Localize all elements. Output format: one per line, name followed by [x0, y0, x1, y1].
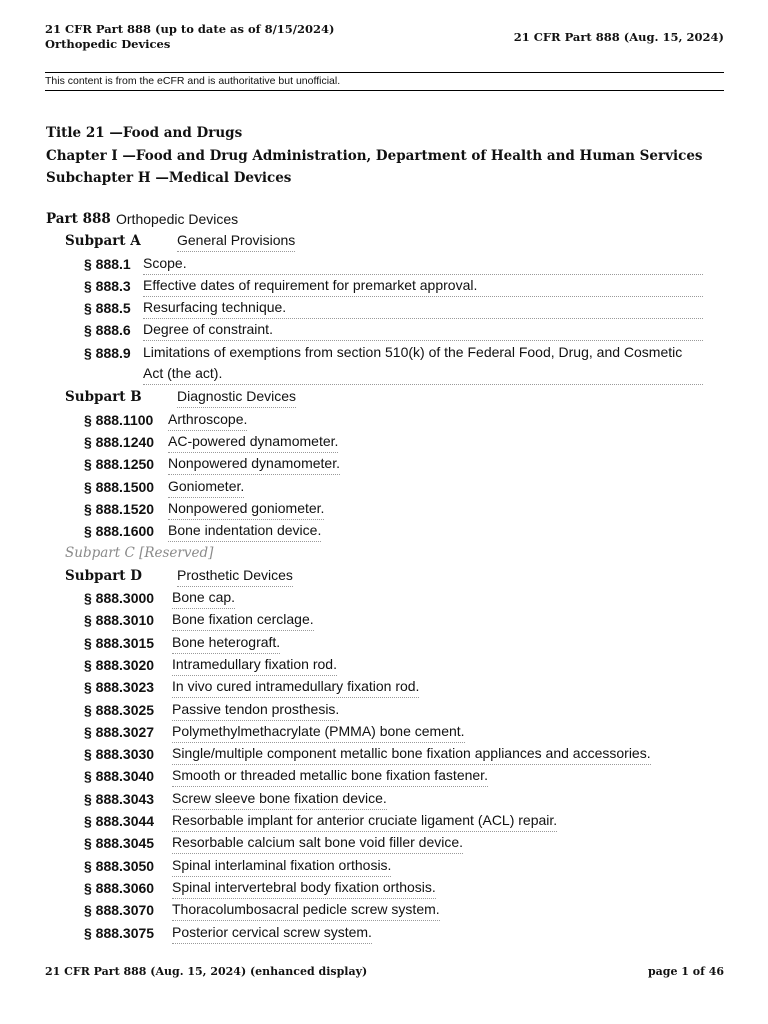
- section-number: § 888.6: [84, 322, 131, 339]
- section-link[interactable]: Bone heterograft.: [172, 632, 280, 654]
- subpart-c-row: [46, 542, 736, 564]
- part-row: [46, 208, 736, 230]
- section-link[interactable]: Polymethylmethacrylate (PMMA) bone cement.: [172, 721, 465, 743]
- section-number: § 888.3060: [84, 879, 155, 896]
- header-right-citation: 21 CFR Part 888 (Aug. 15, 2024): [513, 30, 724, 44]
- section-number: § 888.3010: [84, 612, 155, 629]
- section-number: § 888.3023: [84, 679, 155, 696]
- section-number: § 888.3050: [84, 857, 155, 874]
- section-number: § 888.3000: [84, 590, 155, 607]
- section-row[interactable]: [46, 743, 736, 765]
- header-left: [45, 22, 334, 52]
- section-row[interactable]: [46, 810, 736, 832]
- section-link[interactable]: Smooth or threaded metallic bone fixation fastener.: [172, 765, 488, 787]
- section-row[interactable]: [46, 654, 736, 676]
- table-of-contents: [46, 208, 736, 944]
- section-link[interactable]: Resorbable implant for anterior cruciate ligament (ACL) repair.: [172, 810, 557, 832]
- subpart-b-row[interactable]: [46, 386, 736, 408]
- section-row[interactable]: [46, 275, 736, 297]
- section-number: § 888.3044: [84, 813, 155, 830]
- section-link[interactable]: Bone indentation device.: [168, 520, 321, 542]
- running-header: [45, 22, 724, 56]
- section-row[interactable]: [46, 319, 736, 341]
- running-footer: [45, 965, 724, 981]
- section-link[interactable]: Spinal intervertebral body fixation orthosis.: [172, 877, 436, 899]
- section-row[interactable]: [46, 453, 736, 475]
- section-number: § 888.3027: [84, 723, 155, 740]
- section-row[interactable]: [46, 476, 736, 498]
- section-number: § 888.3040: [84, 768, 155, 785]
- section-link[interactable]: Intramedullary fixation rod.: [172, 654, 337, 676]
- section-row[interactable]: [46, 520, 736, 542]
- section-row[interactable]: [46, 765, 736, 787]
- page-number: page 1 of 46: [647, 965, 724, 978]
- section-number: § 888.3030: [84, 746, 155, 763]
- section-link[interactable]: Nonpowered dynamometer.: [168, 453, 340, 475]
- section-link[interactable]: Degree of constraint.: [143, 319, 703, 341]
- part-label: Part 888: [46, 211, 111, 227]
- part-name: Orthopedic Devices: [116, 211, 239, 227]
- section-row[interactable]: [46, 922, 736, 944]
- section-number: § 888.3070: [84, 902, 155, 919]
- title-heading: Title 21 —Food and Drugs: [46, 125, 243, 141]
- section-number: § 888.9: [84, 344, 131, 361]
- section-link[interactable]: In vivo cured intramedullary fixation rod.: [172, 676, 419, 698]
- section-number: § 888.1250: [84, 456, 155, 473]
- subpart-c-reserved: Subpart C [Reserved]: [65, 545, 214, 562]
- subpart-a-row[interactable]: [46, 230, 736, 252]
- section-row[interactable]: [46, 498, 736, 520]
- section-number: § 888.1520: [84, 500, 155, 517]
- section-row[interactable]: [46, 587, 736, 609]
- section-link[interactable]: Effective dates of requirement for premarket approval.: [143, 275, 703, 297]
- section-number: § 888.3: [84, 277, 131, 294]
- section-link[interactable]: Spinal interlaminal fixation orthosis.: [172, 855, 391, 877]
- section-link[interactable]: AC-powered dynamometer.: [168, 431, 338, 453]
- section-link[interactable]: Scope.: [143, 253, 703, 275]
- section-number: § 888.3025: [84, 701, 155, 718]
- section-row[interactable]: [46, 721, 736, 743]
- section-link[interactable]: Goniometer.: [168, 476, 244, 498]
- section-link[interactable]: Bone cap.: [172, 587, 235, 609]
- section-link[interactable]: Arthroscope.: [168, 409, 247, 431]
- section-row[interactable]: [46, 609, 736, 631]
- section-link[interactable]: Single/multiple component metallic bone fixation appliances and accessories.: [172, 743, 651, 765]
- section-link[interactable]: Passive tendon prosthesis.: [172, 699, 339, 721]
- section-row[interactable]: [46, 855, 736, 877]
- section-link[interactable]: Bone fixation cerclage.: [172, 609, 314, 631]
- section-number: § 888.1100: [84, 411, 154, 428]
- subpart-b-link[interactable]: Diagnostic Devices: [177, 386, 296, 408]
- header-part-name: Orthopedic Devices: [45, 37, 171, 51]
- footer-citation: 21 CFR Part 888 (Aug. 15, 2024) (enhanced display): [45, 965, 368, 978]
- section-row[interactable]: [46, 676, 736, 698]
- section-row[interactable]: [46, 409, 736, 431]
- subpart-label: Subpart A: [65, 233, 141, 250]
- section-row[interactable]: [46, 699, 736, 721]
- section-link[interactable]: Resorbable calcium salt bone void filler device.: [172, 832, 463, 854]
- section-row[interactable]: [46, 877, 736, 899]
- section-number: § 888.3043: [84, 790, 155, 807]
- section-link[interactable]: Resurfacing technique.: [143, 297, 703, 319]
- section-link[interactable]: Limitations of exemptions from section 510(k) of the Federal Food, Drug, and Cosmetic Act (the act).: [143, 342, 703, 385]
- section-number: § 888.1240: [84, 433, 155, 450]
- section-number: § 888.3045: [84, 835, 155, 852]
- section-number: § 888.3015: [84, 634, 155, 651]
- section-number: § 888.3020: [84, 656, 155, 673]
- subpart-d-row[interactable]: [46, 565, 736, 587]
- section-row[interactable]: [46, 788, 736, 810]
- section-number: § 888.5: [84, 300, 131, 317]
- chapter-heading: Chapter I —Food and Drug Administration, Department of Health and Human Services: [46, 147, 703, 164]
- hierarchy-headings: [46, 122, 736, 190]
- section-link[interactable]: Posterior cervical screw system.: [172, 922, 372, 944]
- section-number: § 888.1600: [84, 523, 155, 540]
- section-row[interactable]: [46, 253, 736, 275]
- subpart-label: Subpart B: [65, 389, 142, 406]
- section-row[interactable]: [46, 431, 736, 453]
- section-link[interactable]: Nonpowered goniometer.: [168, 498, 324, 520]
- section-link[interactable]: Screw sleeve bone fixation device.: [172, 788, 387, 810]
- section-row[interactable]: [46, 297, 736, 319]
- section-link[interactable]: Thoracolumbosacral pedicle screw system.: [172, 899, 440, 921]
- section-row[interactable]: [46, 632, 736, 654]
- disclaimer-banner: This content is from the eCFR and is authoritative but unofficial.: [45, 72, 724, 91]
- header-citation: 21 CFR Part 888 (up to date as of 8/15/2024): [45, 22, 335, 36]
- subpart-d-link[interactable]: Prosthetic Devices: [177, 565, 293, 587]
- subpart-a-link[interactable]: General Provisions: [177, 230, 295, 252]
- section-number: § 888.1: [84, 255, 131, 272]
- section-row[interactable]: [46, 342, 736, 387]
- subchapter-heading: Subchapter H —Medical Devices: [46, 170, 292, 186]
- section-row[interactable]: [46, 832, 736, 854]
- subpart-label: Subpart D: [65, 567, 142, 584]
- section-row[interactable]: [46, 899, 736, 921]
- section-number: § 888.1500: [84, 478, 155, 495]
- section-number: § 888.3075: [84, 924, 155, 941]
